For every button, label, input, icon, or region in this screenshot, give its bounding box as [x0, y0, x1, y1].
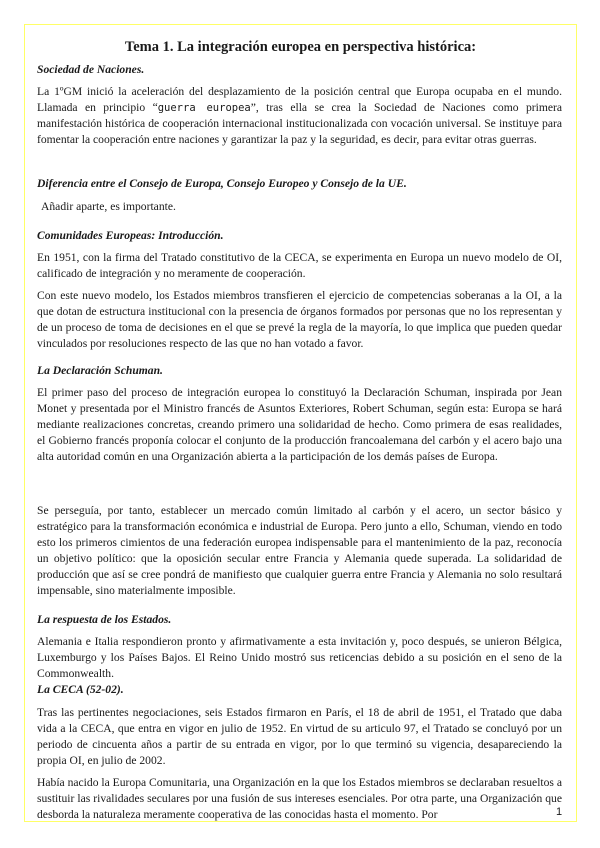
paragraph: Añadir aparte, es importante.: [41, 200, 176, 213]
paragraph: En 1951, con la firma del Tratado constitutivo de la CECA, se experimenta en Europa un nuevo modelo de OI, calificado de integración y no meramente de cooperación.: [37, 251, 562, 280]
section-heading: La respuesta de los Estados.: [37, 613, 172, 626]
paragraph: Se perseguía, por tanto, establecer un mercado común limitado al carbón y el acero, un sector básico y estratégico para la transformación económica e industrial de Europa. Pero junto a ello, Schuman, viendo en todo esto los primeros cimientos de una federación europea indispensable para el mantenimiento de la paz, reconocía un objetivo político: que la oposición secular entre Francia y Alemania quede superada. La solidaridad de producción que así se cree pondrá de manifiesto que cualquier guerra entre Francia y Alemania no solo resultará impensable, sino materialmente imposible.: [37, 504, 562, 597]
section-heading: La Declaración Schuman.: [37, 364, 163, 377]
text: La 1ºGM inició la aceleración del desplazamiento de la posición central que Europa ocupaba en el mundo. Llamada en principio “: [37, 85, 562, 114]
paragraph: Había nacido la Europa Comunitaria, una Organización en la que los Estados miembros se declaraban resueltos a sustituir las rivalidades seculares por una fusión de sus intereses esenciales. Por otra parte, una Organización que desborda la naturaleza meramente cooperativa de las conocidas hasta el momento. Por: [37, 776, 562, 821]
paragraph: Con este nuevo modelo, los Estados miembros transfieren el ejercicio de competencias soberanas a la OI, a la que dotan de estructura institucional con la presencia de órganos formados por personas que no los representan y de un proceso de toma de decisiones en el que se prevé la regla de la mayoría, lo que implica que pueden quedar vinculados por resoluciones respecto de las que no han votado a favor.: [37, 289, 562, 350]
text: ”, tras ella se crea la Sociedad de Naciones como primera manifestación histórica de cooperación internacional institucionalizada con vocación universal. Se instituye para fomentar la cooperación entre naciones y garantizar la paz y la seguridad, es decir, para evitar otras guerras.: [37, 101, 562, 146]
paragraph: Alemania e Italia respondieron pronto y afirmativamente a esta invitación y, poco después, se unieron Bélgica, Luxemburgo y los Países Bajos. El Reino Unido mostró sus reticencias debido a su posición en el seno de la Commonwealth.: [37, 635, 562, 680]
paragraph: [37, 84, 562, 148]
section-heading: Sociedad de Naciones.: [37, 63, 145, 76]
quoted-text: guerra europea: [157, 102, 251, 114]
section-heading: Diferencia entre el Consejo de Europa, Consejo Europeo y Consejo de la UE.: [37, 177, 407, 190]
section-heading: Comunidades Europeas: Introducción.: [37, 229, 224, 242]
section-heading: La CECA (52-02).: [37, 683, 124, 696]
document-title: Tema 1. La integración europea en perspectiva histórica:: [124, 39, 477, 55]
paragraph: El primer paso del proceso de integración europea lo constituyó la Declaración Schuman, inspirada por Jean Monet y presentada por el Ministro francés de Asuntos Exteriores, Robert Schuman, según esta: Europa se hará mediante realizaciones concretas, creando primero una solidaridad de hecho. Como primera de esas realidades, el Gobierno francés proponía colocar el conjunto de la producción francoalemana del carbón y el acero bajo una alta autoridad común en una Organización abierta a la participación de los demás países de Europa.: [37, 386, 562, 463]
paragraph: Tras las pertinentes negociaciones, seis Estados firmaron en París, el 18 de abril de 1951, el Tratado que daba vida a la CECA, que entra en vigor en julio de 1952. En virtud de su articulo 97, el Tratado se concluyó por un periodo de cincuenta años a partir de su entrada en vigor, por lo que terminó su vigencia, desapareciendo la propia OI, en julio de 2002.: [37, 706, 562, 767]
page-number: 1: [556, 806, 563, 818]
